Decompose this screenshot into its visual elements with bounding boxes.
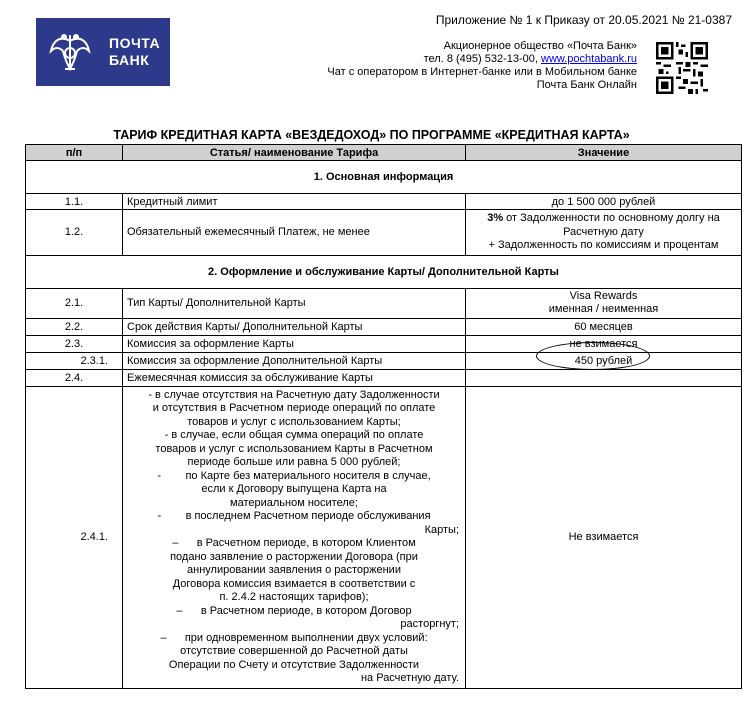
condition-line: материальном носителе; — [230, 496, 358, 509]
company-name: Акционерное общество «Почта Банк» — [443, 40, 637, 52]
row-number: 1.2. — [26, 210, 123, 256]
table-row — [26, 318, 742, 335]
row-name: Ежемесячная комиссия за обслуживание Карты — [123, 369, 466, 386]
logo-brand-line2: БАНК — [109, 52, 150, 68]
condition-line: – при одновременном выполнении двух условий: — [160, 631, 428, 644]
appendix-reference: Приложение № 1 к Приказу от 20.05.2021 № 21-0387 — [435, 13, 732, 27]
tariff-title: ТАРИФ КРЕДИТНАЯ КАРТА «ВЕЗДЕДОХОД» ПО ПРОГРАММЕ «КРЕДИТНАЯ КАРТА» — [113, 128, 630, 142]
condition-line: товаров и услуг с использованием Карты; — [187, 415, 401, 428]
condition-line: товаров и услуг с использованием Карты в Расчетном — [155, 442, 433, 455]
row-number: 2.3. — [26, 335, 123, 352]
row-name: Тип Карты/ Дополнительной Карты — [123, 288, 466, 318]
section-heading-1: 1. Основная информация — [26, 161, 742, 194]
tariff-table — [25, 144, 742, 689]
table-row — [26, 194, 742, 210]
column-header-value: Значение — [466, 145, 742, 161]
table-row — [26, 288, 742, 318]
table-row — [26, 369, 742, 386]
section-row — [26, 255, 742, 288]
condition-line: - по Карте без материального носителя в случае, — [157, 469, 431, 482]
table-row — [26, 386, 742, 688]
row-number: 1.1. — [26, 194, 123, 210]
pochtabank-logo — [36, 18, 170, 86]
column-header-name: Статья/ наименование Тарифа — [123, 145, 466, 161]
condition-line: – в Расчетном периоде, в котором Клиентом — [172, 537, 416, 549]
chat-line-1: Чат с оператором в Интернет-банке или в Мобильном банке — [327, 66, 637, 78]
row-value — [466, 369, 742, 386]
website-link[interactable]: www.pochtabank.ru — [541, 53, 637, 65]
logo-brand-line1: ПОЧТА — [109, 35, 161, 51]
card-personalization: именная / неименная — [548, 303, 659, 315]
row-name: Обязательный ежемесячный Платеж, не менее — [123, 210, 466, 256]
qr-code-icon — [656, 42, 708, 94]
row-name: Срок действия Карты/ Дополнительной Карты — [123, 318, 466, 335]
row-number: 2.1. — [26, 288, 123, 318]
condition-line: Договора комиссия взимается в соответствии с — [172, 577, 416, 590]
hand-drawn-circle — [536, 342, 650, 370]
condition-line: периоде больше или равна 5 000 рублей; — [187, 456, 401, 468]
payment-text: от Задолженности по основному долгу на Расчетную дату — [503, 212, 720, 238]
row-number: 2.4. — [26, 369, 123, 386]
payment-percent: 3% — [487, 212, 504, 224]
table-header-row — [26, 145, 742, 161]
row-name: Комиссия за оформление Дополнительной Карты — [123, 352, 466, 369]
phone-text: тел. 8 (495) 532-13-00, — [423, 53, 541, 65]
document-header — [327, 13, 732, 92]
row-number: 2.3.1. — [26, 352, 123, 369]
row-value: 450 рублей — [466, 352, 742, 369]
row-value: до 1 500 000 рублей — [466, 194, 742, 210]
row-number: 2.4.1. — [26, 386, 123, 688]
condition-line: и отсутствия в Расчетном периоде операций по оплате — [152, 402, 436, 414]
condition-line: - в последнем Расчетном периоде обслуживания — [157, 510, 431, 522]
condition-line: – в Расчетном периоде, в котором Договор — [176, 604, 412, 617]
row-value: не взимается — [466, 335, 742, 352]
logo-wordmark — [103, 18, 170, 86]
row-value: 60 месяцев — [466, 318, 742, 335]
condition-line: подано заявление о расторжении Договора (при — [170, 550, 418, 563]
condition-line: п. 2.4.2 настоящих тарифов); — [219, 591, 369, 603]
row-name: Комиссия за оформление Карты — [123, 335, 466, 352]
payment-text-2: + Задолженность по комиссиям и процентам — [488, 239, 719, 251]
card-type: Visa Rewards — [569, 290, 638, 302]
condition-line: - в случае, если общая сумма операций по оплате — [164, 429, 424, 441]
column-header-number: п/п — [26, 145, 123, 161]
chat-line-2: Почта Банк Онлайн — [536, 79, 637, 91]
condition-line: расторгнут; — [400, 618, 459, 630]
row-name: Кредитный лимит — [123, 194, 466, 210]
row-number: 2.2. — [26, 318, 123, 335]
condition-line: на Расчетную дату. — [360, 672, 459, 684]
condition-line: Карты; — [424, 523, 459, 536]
condition-line: - в случае отсутствия на Расчетную дату Задолженности — [148, 388, 440, 401]
fee-exemption-conditions — [123, 386, 466, 688]
condition-line: Операции по Счету и отсутствие Задолженности — [168, 658, 420, 671]
eagle-emblem-icon — [36, 18, 103, 86]
contact-line — [327, 53, 637, 66]
row-value: Не взимается — [466, 386, 742, 688]
section-heading-2: 2. Оформление и обслуживание Карты/ Дополнительной Карты — [26, 255, 742, 288]
table-row — [26, 210, 742, 256]
condition-line: если к Договору выпущена Карта на — [201, 483, 387, 495]
row-value — [466, 288, 742, 318]
condition-line: аннулировании заявления о расторжении — [187, 564, 401, 576]
section-row — [26, 161, 742, 194]
condition-line: отсутствие совершенной до Расчетной даты — [180, 645, 408, 657]
row-value — [466, 210, 742, 256]
